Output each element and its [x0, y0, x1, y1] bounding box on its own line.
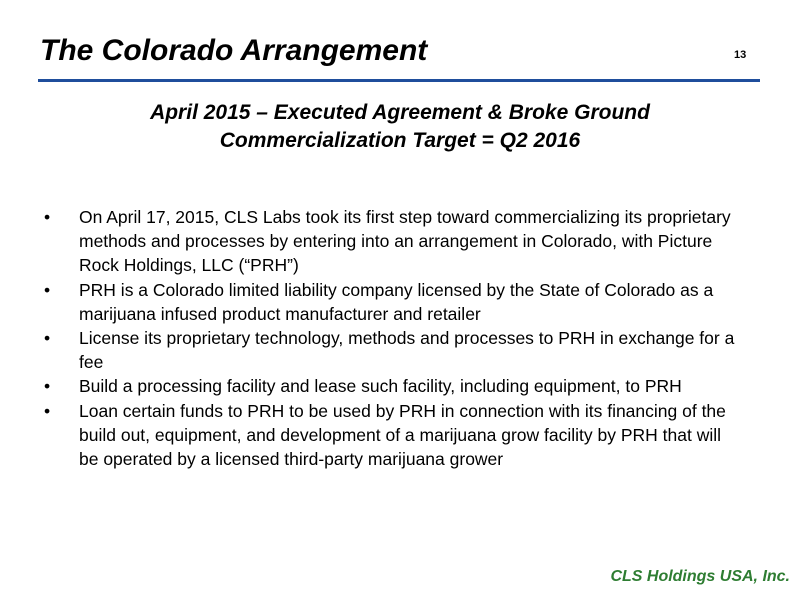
bullet-item	[44, 278, 744, 326]
bullet-icon: •	[44, 376, 51, 397]
bullet-text: On April 17, 2015, CLS Labs took its first step toward commercializing its proprietary methods and processes by entering into an arrangement in Colorado, with Picture Rock Holdings, LLC (“PRH”)	[79, 207, 731, 276]
bullet-list	[44, 205, 744, 471]
page-number: 13	[734, 49, 747, 61]
bullet-text: Loan certain funds to PRH to be used by PRH in connection with its financing of the build out, equipment, and development of a marijuana grow facility by PRH that will be operated by a licensed third-party marijuana grower	[79, 400, 726, 470]
bullet-icon: •	[44, 400, 51, 421]
bullet-item	[44, 374, 744, 398]
slide-title: The Colorado Arrangement	[40, 34, 428, 67]
bullet-item	[44, 326, 744, 374]
title-divider	[38, 79, 760, 82]
bullet-icon: •	[44, 279, 51, 300]
subtitle-line: Commercialization Target = Q2 2016	[219, 129, 581, 152]
subtitle-line: April 2015 – Executed Agreement & Broke Ground	[150, 101, 650, 124]
bullet-text: Build a processing facility and lease such facility, including equipment, to PRH	[79, 376, 682, 397]
bullet-text: PRH is a Colorado limited liability company licensed by the State of Colorado as a marijuana infused product manufacturer and retailer	[79, 279, 714, 324]
bullet-item	[44, 205, 744, 278]
bullet-icon: •	[44, 328, 51, 349]
bullet-icon: •	[44, 207, 51, 227]
slide-subtitle	[0, 99, 800, 155]
company-footer: CLS Holdings USA, Inc.	[610, 568, 790, 585]
bullet-item	[44, 399, 744, 472]
bullet-text: License its proprietary technology, methods and processes to PRH in exchange for a fee	[79, 328, 735, 373]
